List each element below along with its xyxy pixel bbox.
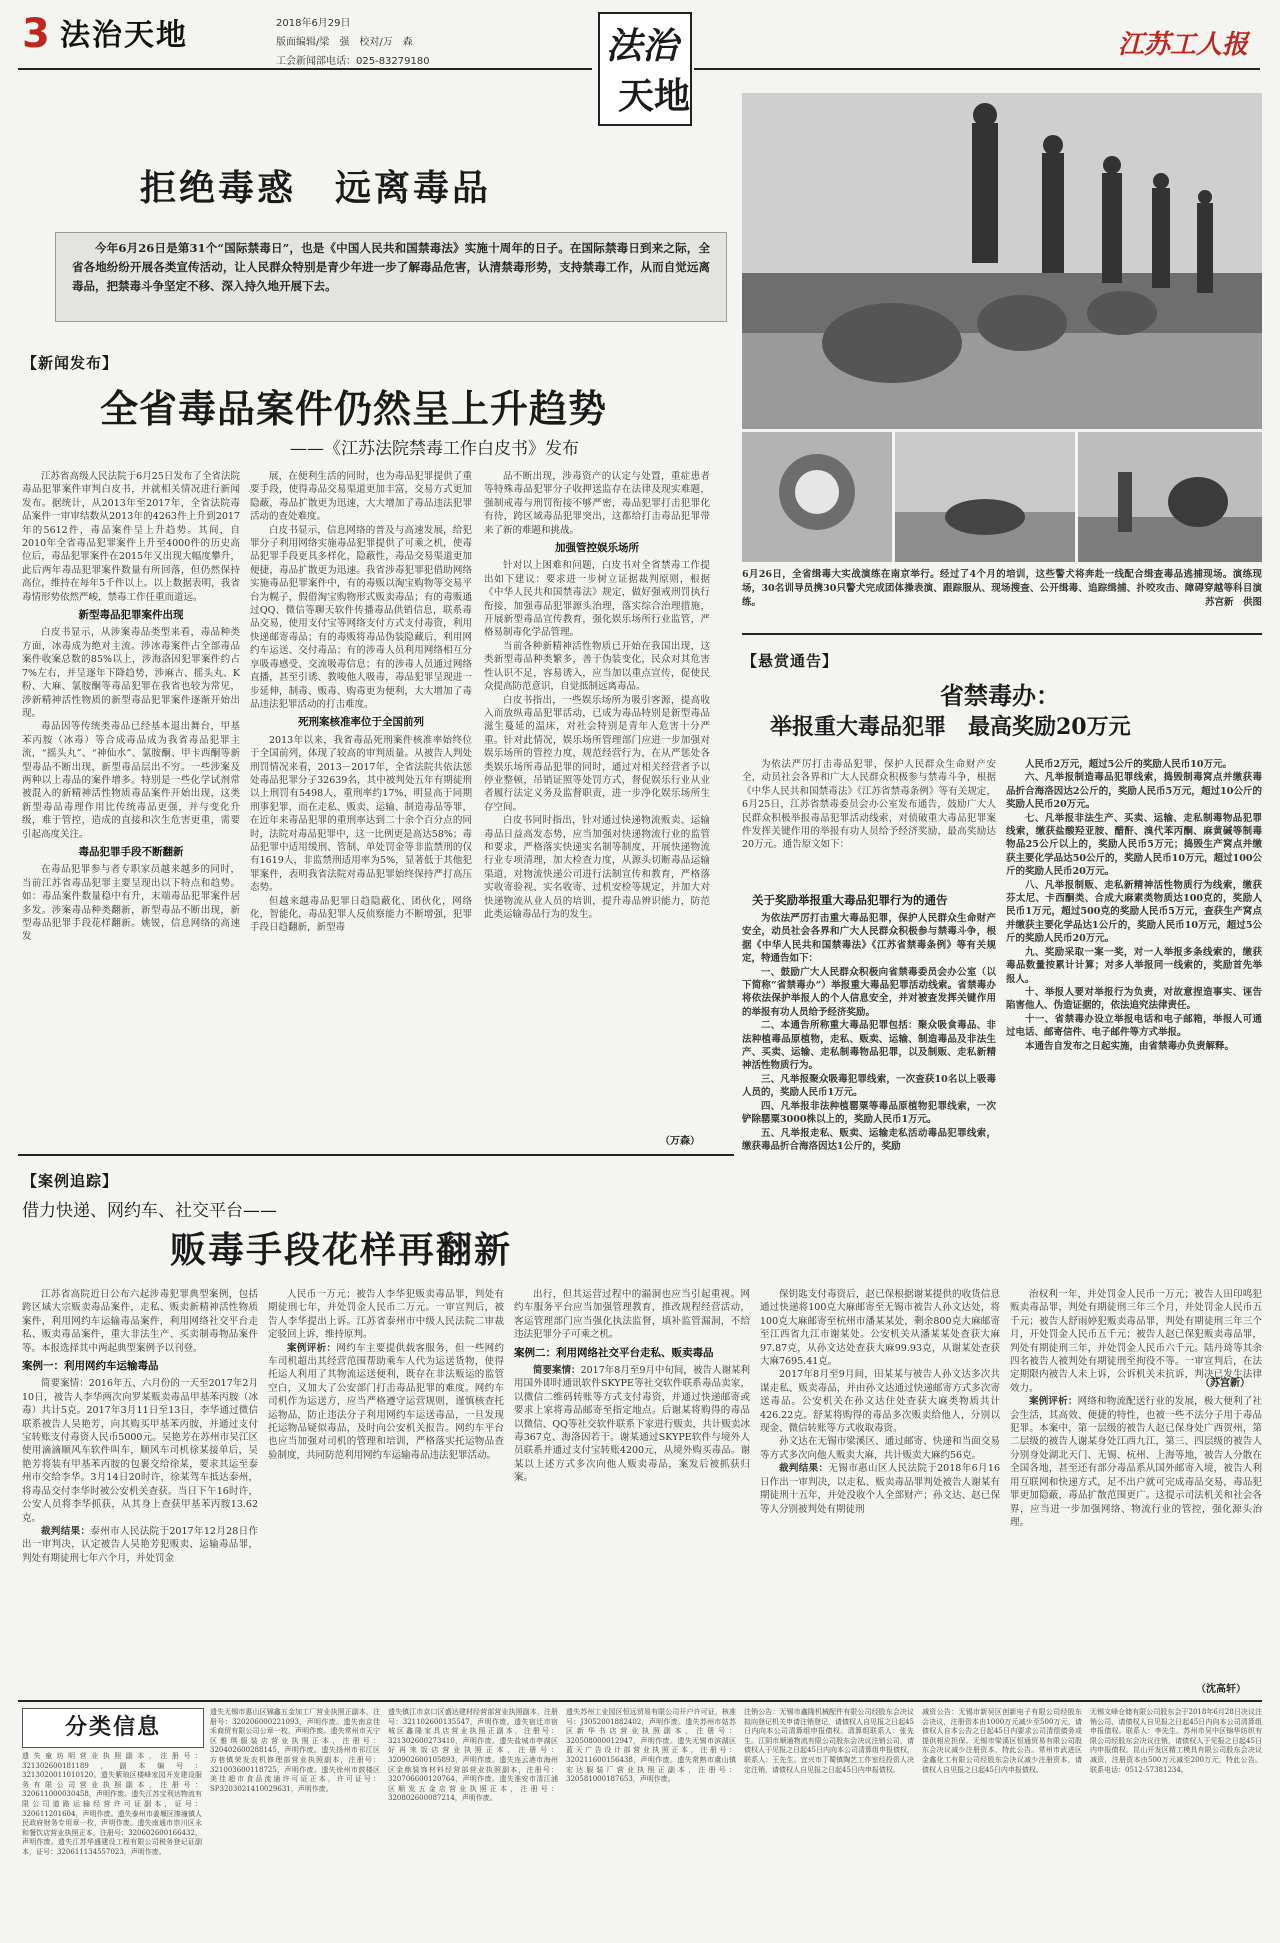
reward-notice-p3: 二、本通告所称重大毒品犯罪包括：聚众吸食毒品、非法种植毒品原植物，走私、贩卖、运输、制造毒品及非法生产、买卖、运输、走私制毒物品犯罪，以及制贩、走私新精神活性物质行为。 [742,1020,996,1072]
case-col3-p2-text: 2017年8月至9月中旬间，被告人谢某利用国外即时通讯软件SKYPE等社交软件联系毒品卖家，以微信二维码转账等方式支付毒资，并通过快递邮寄或要求上家将毒品邮寄至指定地点。后谢某将购得的毒品以微信、QQ等社交软件联系下家进行贩卖，共计贩卖冰毒367克、海洛因若干。谢某通过SKYPE软件与境外人员联系并通过支付宝转账4200元，从境外购买毒品。谢某以上述方式多次向他人贩卖毒品，案发后被抓获归案。 [514,1365,750,1484]
case-col1-p2: 简要案情：2016年五、六月份的一天至2017年2月10日，被告人李华两次向罗某贩卖毒品甲基苯丙胺（冰毒）共计5克。2017年3月11日至13日，李华通过微信联系被告人吴艳芳，向其购买甲基苯丙胺，并通过支付宝转账支付毒资人民币5000元。吴艳芳在苏州市吴江区使用滴滴顺风车软件叫车，顺风车司机徐某接单后，吴艳芳将装有甲基苯丙胺的包裹交给徐某，要求其运至泰州市交给李华。3月14日20时许，徐某驾车抵达泰州，将毒品交付李华时被公安机关查获。当日下午16时许，公安人员将李华抓获，从其身上查获甲基苯丙胺13.62克。 [22,1378,258,1524]
dog-training-photo-3 [1078,432,1262,562]
news-col1-p1: 江苏省高级人民法院于6月25日发布了全省法院毒品犯罪案件审判白皮书，并就相关情况进行新闻发布。据统计，从2013年至2017年，全省法院毒品案件一审审结数从2013年的4263件上升到2017年的5612件，毒品案件呈上升趋势。其间，自2010年全省毒品犯罪案件上升至4000件的历史高位后，毒品犯罪案件在2015年又出现大幅度攀升，此后两年毒品犯罪案件数量有所回落，但仍然保持高位，维持在每年5千件以上。以上数据表明，我省毒情形势依然严峻，禁毒工作任重而道远。 [22,471,240,603]
classifieds-col-3: 遗失镇江市京口区盛达建材经营部营业执照副本，注册号：321102600135547，声明作废。遗失宿迁市宿城区鑫隆家具店营业执照正副本，注册号：321302600273410，声明作废。遗失盐城市亭湖区好再来饭店营业执照正本，注册号：320902600105893，声明作废。遗失连云港市海州区金鼎装饰材料经营部营业执照副本，注册号：320706600120764，声明作废。遗失淮安市清江浦区顺发五金店营业执照正本，注册号：320802600087214，声明作废。 [388,1708,558,1803]
classifieds-col-6: 减资公告：无锡市新吴区创新电子有限公司经股东会决议，注册资本由1000万元减少至500万元，请债权人自本公告之日起45日内要求公司清偿债务或提供相应担保。无锡市梁溪区恒通贸易有限公司股东会决议减少注册资本，特此公告。常州市武进区金鑫化工有限公司经股东会决议减少注册资本，请债权人自见报之日起45日内申报债权。 [922,1708,1082,1774]
badge-line2: 天地 [618,75,691,117]
hotline: 工会新闻部电话：025-83279180 [276,56,430,67]
news-col1-p3: 毒品因等传统类毒品已经基本退出舞台，甲基苯丙胺（冰毒）等合成毒品成为我省毒品犯罪主流，“摇头丸”、“神仙水”、氯胺酮、甲卡西酮等新型毒品不断出现，新型毒品层出不穷。一些涉案及两种以上毒品的案件增多。特别是一些化学试剂常被混入的新精神活性物质毒品案件开始出现，这类新型毒品毒理作用比传统毒品更强，并与变化升级，难于管控，造成的直接和次生危害更重，需要引起高度关注。 [22,721,240,840]
issue-date: 2018年6月29日 [276,18,351,29]
reward-lead-p1: 为依法严厉打击毒品犯罪，保护人民群众生命财产安全，动员社会各界和广大人民群众积极参与禁毒斗争，根据《中华人民共和国禁毒法》《江苏省禁毒条例》等有关规定，6月25日，江苏省禁毒委员会办公室发布通告，鼓励广大人民群众积极举报毒品犯罪活动线索，对侦破重大毒品犯罪案件发挥关键作用的举报有功人员给予经济奖励，最高奖励达20万元。通告原文如下： [742,759,996,851]
news-col2-subhead-1: 死刑案核准率位于全国前列 [298,716,424,729]
news-col2-p2: 白皮书显示，信息网络的普及与高速发展，给犯罪分子利用网络实施毒品犯罪提供了可乘之机，使毒品犯罪手段更具多样化，隐蔽性，毒品交易渠道更加便捷，毒品扩散更为迅速。我省涉毒犯罪犯借助网络实施毒品犯罪案件中，有的毒贩以淘宝购物等交易平台为幌子，假借淘宝购物形式贩卖毒品；有的毒贩通过QQ、微信等聊天软件传播毒品供销信息，联系毒品交易，使用支付宝等网络支付方式支付毒资，利用快递邮寄毒品；有的毒贩将毒品伪装隐藏后，利用网约车运送、交付毒品；有的涉毒人员利用网络相互分享吸毒感受、交流吸毒信息；有的涉毒人员通过网络直播，甚至引诱、教唆他人吸毒，毒品犯罪呈现进一步延伸，制毒、贩毒、购毒更为便利，大大增加了毒品违法犯罪活动的打击难度。 [250,524,472,710]
photo-caption [742,568,1262,626]
reward-right-p5: 九、奖励采取一案一奖，对一人举报多条线索的，缴获毒品数量按累计计算；对多人举报同一线索的，奖励首先举报人。 [1006,946,1262,985]
case-col2-p2 [268,1342,504,1463]
news-col2-p1: 展，在便利生活的同时，也为毒品犯罪提供了重要手段，使得毒品交易渠道更加丰富，交易方式更加隐蔽，毒品扩散更为迅速，大大增加了毒品违法犯罪活动的查处难度。 [250,471,472,523]
news-col3-p3: 当前各种新精神活性物质已开始在我国出现，这类新型毒品种类繁多，善于伪装变化，民众对其危害性认识不足，容易诱入，应当加以重点宣传，促使民众提高防范意识，自觉抵制远离毒品。 [484,640,710,693]
case-col3-label: 简要案情： [533,1365,581,1377]
news-col-1 [22,470,240,1128]
dog-training-photo-1 [742,432,892,562]
masthead-rule [18,68,592,70]
case-byline: （沈高轩） [1196,1684,1246,1695]
classifieds-col-2: 遗失无锡市惠山区锦鑫五金加工厂营业执照正副本，注册号：320206000221093，声明作废。遗失南京佳禾商贸有限公司公章一枚，声明作废。遗失常州市天宁区雅琪服装店营业执照正本，注册号：320402600288145，声明作废。遗失扬州市邗江区方巷镇荣发农机修理部营业执照副本，注册号：321003600118725，声明作废。遗失徐州市鼓楼区美佳超市食品流通许可证正本，许可证号：SP3203021410029631，声明作废。 [210,1708,380,1793]
case-pre-title: 借力快递、网约车、社交平台—— [22,1201,277,1221]
news-byline: （万森） [660,1136,700,1147]
editors-line: 版面编辑/梁 强 校对/万 森 [276,37,413,48]
reward-notice-p2: 一、鼓励广大人民群众积极向省禁毒委员会办公室（以下简称“省禁毒办”）举报重大毒品犯罪活动线索。省禁毒办将依法保护举报人的个人信息安全，并对被查发挥关键作用的举报有功人员给予经济奖励。 [742,966,996,1018]
reward-right-p2: 六、凡举报制造毒品犯罪线索，捣毁制毒窝点并缴获毒品折合海洛因达2公斤的，奖励人民币5万元，超过10公斤的奖励人民币20万元。 [1006,772,1262,811]
case-col4-p1: 保钥匙支付毒资后，赵已保根据谢某提供的收货信息通过快递将100克大麻邮寄至无锡市被告人孙文达处，将100克大麻邮寄至杭州市潘某某处，剩余800克大麻邮寄至江西省九江市谢某处。公安机关从潘某某处查获大麻97.87克，从孙文达处查获大麻99.93克，从谢某处查获大麻7695.41克。 [760,1289,1000,1368]
reward-notice-title: 关于奖励举报重大毒品犯罪行为的通告 [752,893,948,907]
case-col-5 [1010,1288,1262,1676]
case-col2-label: 案例评析： [287,1342,337,1354]
news-col2-p3: 2013年以来，我省毒品死刑案件核准率始终位于全国前列，体现了较高的审判质量。从被告人判处刑罚情况来看，2013－2017年，全省法院共依法惩处毒品犯罪分子32639名，其中被判处五年有期徒刑以上刑罚有5498人，重刑率约17%，明显高于同期刑事犯罪，而在走私、贩卖、运输、制造毒品等罪，在近年来毒品犯罪的重刑率达到二十余个百分点的同时，法院对毒品犯罪中，这一比例更是高达58%；毒品犯罪中适用缓刑、管制、单处罚金等非监禁刑的仅有1619人，非监禁刑适用率为5%，显著低于其他犯罪案件，表明我省法院对毒品犯罪始终保持严打高压态势。 [250,734,472,894]
reward-notice-p6: 五、凡举报走私、贩卖、运输走私活动毒品犯罪线索，缴获毒品折合海洛因达1公斤的，奖励 [742,1127,996,1152]
photo-caption-text: 6月26日，全省缉毒大实战演练在南京举行。经过了4个月的培训，这些警犬将奔赴一线配合缉查毒品逃捕现场。演练现场，30名训导员携30只警犬完成团体操表演、跟踪服从、现场搜查、公开缉毒、追踪缉捕、扑咬攻击、障碍穿越等科目演练。 [742,569,1262,608]
case-col5-label: 案例评析： [1029,1396,1078,1408]
masthead-rule-right [694,68,1260,70]
reward-title-line2: 举报重大毒品犯罪 最高奖励20万元 [770,714,1131,740]
news-title: 全省毒品案件仍然呈上升趋势 [100,386,608,431]
reward-tag: 【悬赏通告】 [742,652,839,670]
case-col4-p3: 孙文达在无锡市梁溪区、通过邮寄、快递和当面交易等方式多次向他人贩卖大麻，共计贩卖大麻约56克。 [760,1436,1000,1461]
news-col1-p2: 白皮书显示，从涉案毒品类型来看，毒品种类方面，冰毒成为绝对主流。涉冰毒案件占全部毒品案件收案总数的85%以上，涉海洛因犯罪案件约占7%左右，并呈逐年下降趋势，涉麻古、摇头丸、K粉、大麻、氯胺酮等毒品犯罪在我省也较为常见，涉新精神活性物质的新型毒品犯罪案件逐渐开始出现。 [22,627,240,719]
photo-credit: 苏宫新 供图 [1204,597,1262,608]
case-col1-subhead: 案例一：利用网约车运输毒品 [22,1360,159,1373]
case-title: 贩毒手段花样再翻新 [170,1229,513,1271]
classifieds-top-rule [18,1700,1262,1702]
case-col3-p2 [514,1364,750,1485]
police-dog-photo [742,93,1262,429]
badge-line1: 法治 [606,25,679,67]
case-col-2 [268,1288,504,1676]
news-col3-p2: 针对以上困难和问题，白皮书对全省禁毒工作提出如下建议：要求进一步树立证据裁判原则，根据《中华人民共和国禁毒法》规定，做好强戒刑罚执行衔接，加强毒品犯罪源头治理，落实综合治理措施，开展新型毒品宣传教育，强化娱乐场所行业监管，严格易制毒化学品管理。 [484,560,710,639]
reward-right-p3: 七、凡举报非法生产、买卖、运输、走私制毒物品犯罪线索，缴获盐酸羟亚胺、醋酐、溴代苯丙酮、麻黄碱等制毒物品25公斤以上的，奖励人民币5万元；捣毁生产窝点并缴获主要化学品达50公斤的，奖励人民币10万元，超过100公斤的奖励人民币20万元。 [1006,812,1262,878]
case-col2-p2-text: 网约车主要提供载客服务，但一些网约车司机超出其经营范围帮助乘车人代为运送货物，使得托运人利用了其物流运送便利，既存在非法贩运的监管空白，又加大了公安部门打击毒品犯罪的难度。网约车司机作为运送方，应当严格遵守运营规则，谨慎核查托运物品，防止违法分子利用网约车运送毒品，一旦发现托运物品疑似毒品，及时向公安机关报告。网约车平台也应当加强对司机的管理和培训，严格落实托运物品查验制度，共同防范利用网约车运输毒品违法犯罪活动。 [268,1342,504,1461]
reward-right-p1: 人民币2万元，超过5公斤的奖励人民币10万元。 [1025,759,1232,770]
news-col3-p1: 品不断出现，涉毒资产的认定与处置，重症患者等特殊毒品犯罪分子收押送监存在法律及现实难题，强制戒毒与刑罚衔接不够严密，毒品犯罪打击犯罪化有待，跨区域毒品犯罪突出，这都给打击毒品犯罪带来了新的难题和挑战。 [484,471,710,536]
classifieds-col-5: 注销公告：无锡市鑫隆机械配件有限公司经股东会决议拟向登记机关申请注销登记，请债权人自见报之日起45日内向本公司清算组申报债权。清算组联系人：张先生。江阴市顺通物流有限公司股东会决议注销公司，请债权人于见报之日起45日内向本公司清算组申报债权，联系人：王先生。宜兴市丁蜀镇陶艺工作室经投资人决定注销，请债权人自见报之日起45日内申报债权。 [744,1708,914,1774]
feature-intro: 今年6月26日是第31个“国际禁毒日”，也是《中国人民共和国禁毒法》实施十周年的日子。在国际禁毒日到来之际，全省各地纷纷开展各类宣传活动，让人民群众特别是青少年进一步了解毒品危害，认清禁毒形势，支持禁毒工作，从而自觉远离毒品，把禁毒斗争坚定不移、深入持久地开展下去。 [72,241,710,293]
case-col-1 [22,1288,258,1676]
case-col-4 [760,1288,1000,1676]
paper-logo: 江苏工人报 [1118,30,1249,60]
news-col3-p5: 白皮书同时指出，针对通过快递物流贩卖、运输毒品日益高发态势，应当加强对快递物流行业的监管和要求，严格落实快递实名制等制度，开展快递物流行业专项清理，加大检查力度，从源头切断毒品运输渠道，对物流快递公司进行法制宣传和教育，严格落实收寄验视、实名收寄、过机安检等规定，并加大对快递物流从业人员的培训，提升毒品辨识能力，防范此类运输毒品行为的发生。 [484,815,710,920]
section-badge [598,12,692,126]
case-tag: 【案例追踪】 [22,1172,119,1190]
news-col3-subhead-1: 加强管控娱乐场所 [555,542,639,555]
news-col-2 [250,470,472,1128]
case-col3-p1: 出行，但其运营过程中的漏洞也应当引起重视。网约车服务平台应当加强管理教育，推改规程经营活动，客运管理部门应当强化执法监督，填补监管漏洞，不给违法犯罪分子可乘之机。 [514,1289,750,1341]
section-name: 法治天地 [60,18,188,53]
news-col1-subhead-2: 毒品犯罪手段不断翻新 [78,845,184,858]
case-top-rule [18,1154,734,1156]
case-col5-p2-text: 网络和物流配送行业的发展，极大便利了社会生活，其高效、便捷的特性，也被一些不法分子用于毒品犯罪。本案中，第一层级的被告人赵已保身处广西贺州，第二层级的被告人谢某身处江西九江，第三、四层级的被告人分别身处湖北天门、无锡、杭州、上海等地，被告人分散在全国各地，甚至还有部分毒品系从国外邮寄入境，被告人利用互联网和快递方式，足不出户就可完成毒品交易，毒品犯罪更加隐蔽，毒品扩散范围更广。这提示司法机关和社会各界，应当进一步加强网络、物流行业的管控，强化源头治理。 [1010,1396,1262,1528]
page-number: 3 [22,11,50,57]
dog-training-photo-2 [895,432,1075,562]
news-col-3 [484,470,710,1128]
reward-lead-col [742,758,996,888]
reward-byline: （苏宫新） [1200,1378,1250,1389]
reward-notice-p4: 三、凡举报聚众吸毒犯罪线索，一次查获10名以上吸毒人员的，奖励人民币1万元。 [742,1073,996,1099]
reward-title-line1: 省禁毒办： [940,681,1060,710]
reward-right-p6: 十、举报人要对举报行为负责，对故意捏造事实、诬告陷害他人、伪造证据的，依法追究法律责任。 [1006,986,1262,1012]
reward-notice-p1: 为依法严厉打击重大毒品犯罪，保护人民群众生命财产安全，动员社会各界和广大人民群众积极参与禁毒斗争，根据《中华人民共和国禁毒法》《江苏省禁毒条例》等有关规定，特通告如下： [742,913,996,965]
case-col3-subhead: 案例二：利用网络社交平台走私、贩卖毒品 [514,1346,714,1359]
news-col3-p4: 白皮书指出，一些娱乐场所为吸引客源，提高收入而放纵毒品犯罪活动，已成为毒品特别是新型毒品滋生蔓延的温床，对社会特别是青年人危害十分严重。针对此情况，娱乐场所管理部门应进一步加强对娱乐场所的管控力度，规范经营行为，在从严惩处各类娱乐场所毒品犯罪的同时，通过对相关经营者予以停业整顿，吊销证照等处罚方式，督促娱乐行业从业者履行法定义务及监督职责，进一步净化娱乐场所生存空间。 [484,694,710,813]
reward-right-p4: 八、凡举报制贩、走私新精神活性物质行为线索，缴获芬太尼、卡西酮类、合成大麻素类物质达100克的，奖励人民币1万元，超过500克的奖励人民币5万元，查获生产窝点并缴获主要化学品达1公斤的，奖励人民币10万元，超过5公斤的奖励人民币20万元。 [1006,879,1262,945]
classifieds-title: 分类信息 [64,1715,161,1740]
classifieds-col-4: 遗失苏州工业园区恒远贸易有限公司开户许可证，核准号：J3052001882402，声明作废。遗失苏州市姑苏区新华书店营业执照副本，注册号：320508000012947，声明作废。遗失无锡市滨湖区蓝天广告设计部营业执照正本，注册号：320211600156438，声明作废。遗失常熟市虞山镇宏达服装厂营业执照正副本，注册号：320581000187653，声明作废。 [566,1708,736,1784]
classifieds-col-7: 无锡文峰仓储有限公司股东会于2018年6月28日决议注销公司，请债权人自见报之日起45日内向本公司清算组申报债权。联系人：李先生。苏州市吴中区锦华纺织有限公司经股东会决议注销，请债权人于见报之日起45日内申报债权。昆山开发区精工模具有限公司股东会决议减资，注册资本由500万元减至200万元，特此公告。联系电话：0512-57381234。 [1090,1708,1262,1774]
photo-illustration [742,93,1262,429]
case-col1-p3-text: 泰州市人民法院于2017年12月28日作出一审判决，认定被告人吴艳芳犯贩卖、运输毒品罪，判处有期徒刑七年六个月，并处罚金 [22,1525,258,1564]
reward-right-p8: 本通告自发布之日起实施，由省禁毒办负责解释。 [1025,1040,1235,1052]
news-col1-p4: 在毒品犯罪参与者专职家员越来越多的同时，当前江苏省毒品犯罪主要呈现出以下特点和趋势。如：毒品案件数量稳中有升，末端毒品犯罪案件居多发。涉案毒品种类翻新，新型毒品不断出现，新型毒品犯罪手段花样翻新。姚锐，信息网络的高速发 [22,864,240,943]
news-col2-p4: 但越来越毒品犯罪日趋隐蔽化、团伙化，网络化，智能化，毒品犯罪人反侦察能力不断增强，犯罪手段日趋翻新，新型毒 [250,895,472,934]
case-col4-p4-text: 无锡市惠山区人民法院于2018年6月16日作出一审判决，以走私、贩卖毒品罪判处被告人谢某有期徒刑十五年，并处没收个人全部财产；孙文达、赵已保等人分别被判处有期徒刑 [760,1463,1000,1515]
reward-right-col [1006,758,1262,1368]
reward-notice-p5: 四、凡举报非法种植罂粟等毒品原植物犯罪线索，一次铲除罂粟3000株以上的，奖励人民币1万元。 [742,1100,996,1126]
reward-top-rule [742,633,1262,635]
case-col1-label: 裁判结果： [41,1525,91,1537]
news-col1-subhead-1: 新型毒品犯罪案件出现 [78,609,184,622]
masthead [0,0,1280,117]
classifieds-title-box [22,1708,204,1748]
case-col4-p2: 2017年8月至9月间，田某某与被告人孙文达多次共谋走私、贩卖毒品，并由孙文达通过快递邮寄方式多次寄送毒品。公安机关在孙文达住处查获大麻类物质共计426.22克。舒某将购得的毒品多次贩卖给他人，分别以现金、微信转账等方式收取毒资。 [760,1369,1000,1435]
case-col-3 [514,1288,750,1676]
case-col1-p1: 江苏省高院近日公布六起涉毒犯罪典型案例，包括跨区域大宗贩卖毒品案件，走私、贩卖新精神活性物质案件，利用网约车运输毒品案件，利用网络社交平台走私、贩卖毒品案件，重大非法生产、买卖制毒物品案件等。本报选择其中两起典型案例予以刊登。 [22,1289,258,1354]
case-col2-p1: 人民币一万元；被告人李华犯贩卖毒品罪，判处有期徒刑七年，并处罚金人民币二万元。一审宣判后，被告人李华提出上诉。江苏省泰州市中级人民法院二审裁定驳回上诉，维持原判。 [268,1289,504,1341]
case-col5-p1: 治权利一年，并处罚金人民币一万元；被告人田印鸣犯贩卖毒品罪，判处有期徒刑三年三个月，并处罚金人民币五千元；被告人舒雨婷犯贩卖毒品罪，判处有期徒刑三年三个月，开处罚金人民币五千元；被告人赵已保犯贩卖毒品罪，判处有期徒刑三年，并处罚金人民币六千元。陆丹琦等其余四名被告人被判处有期徒刑至拘役不等。一审宣判后，在法定期限内被告人未上诉，公诉机关未抗诉，判决已发生法律效力。 [1010,1289,1262,1394]
classifieds-col-1: 遗失童坊明营业执照副本，注册号：321302600181189，副本编号：3213020011010120。遗失紫琅区楼峰家园开发建设服务有限公司营业执照副本，注册号：320611000030458，声明作废。遗失江苏宝利达物流有限公司道路运输经营许可证副本，证号：320611201604，声明作废。遗失泰州市姜堰区溱潼镇人民政府财务专用章一枚，声明作废。遗失南通市崇川区永和餐饮店营业执照正本，注册号：320602600166432，声明作废。遗失江苏华盛建设工程有限公司税务登记证副本，证号：320611134557023，声明作废。 [22,1752,202,1856]
case-col5-p2 [1010,1395,1262,1529]
case-col1-p3 [22,1525,258,1565]
news-tag: 【新闻发布】 [22,354,119,372]
feature-intro-box [55,232,727,322]
news-subtitle: ——《江苏法院禁毒工作白皮书》发布 [290,439,579,459]
case-col4-p4 [760,1462,1000,1516]
case-col4-label: 裁判结果： [779,1463,829,1475]
reward-right-p7: 十一、省禁毒办设立举报电话和电子邮箱，举报人可通过电话、邮寄信件、电子邮件等方式举报。 [1006,1013,1262,1039]
feature-title: 拒绝毒惑 远离毒品 [140,168,492,209]
